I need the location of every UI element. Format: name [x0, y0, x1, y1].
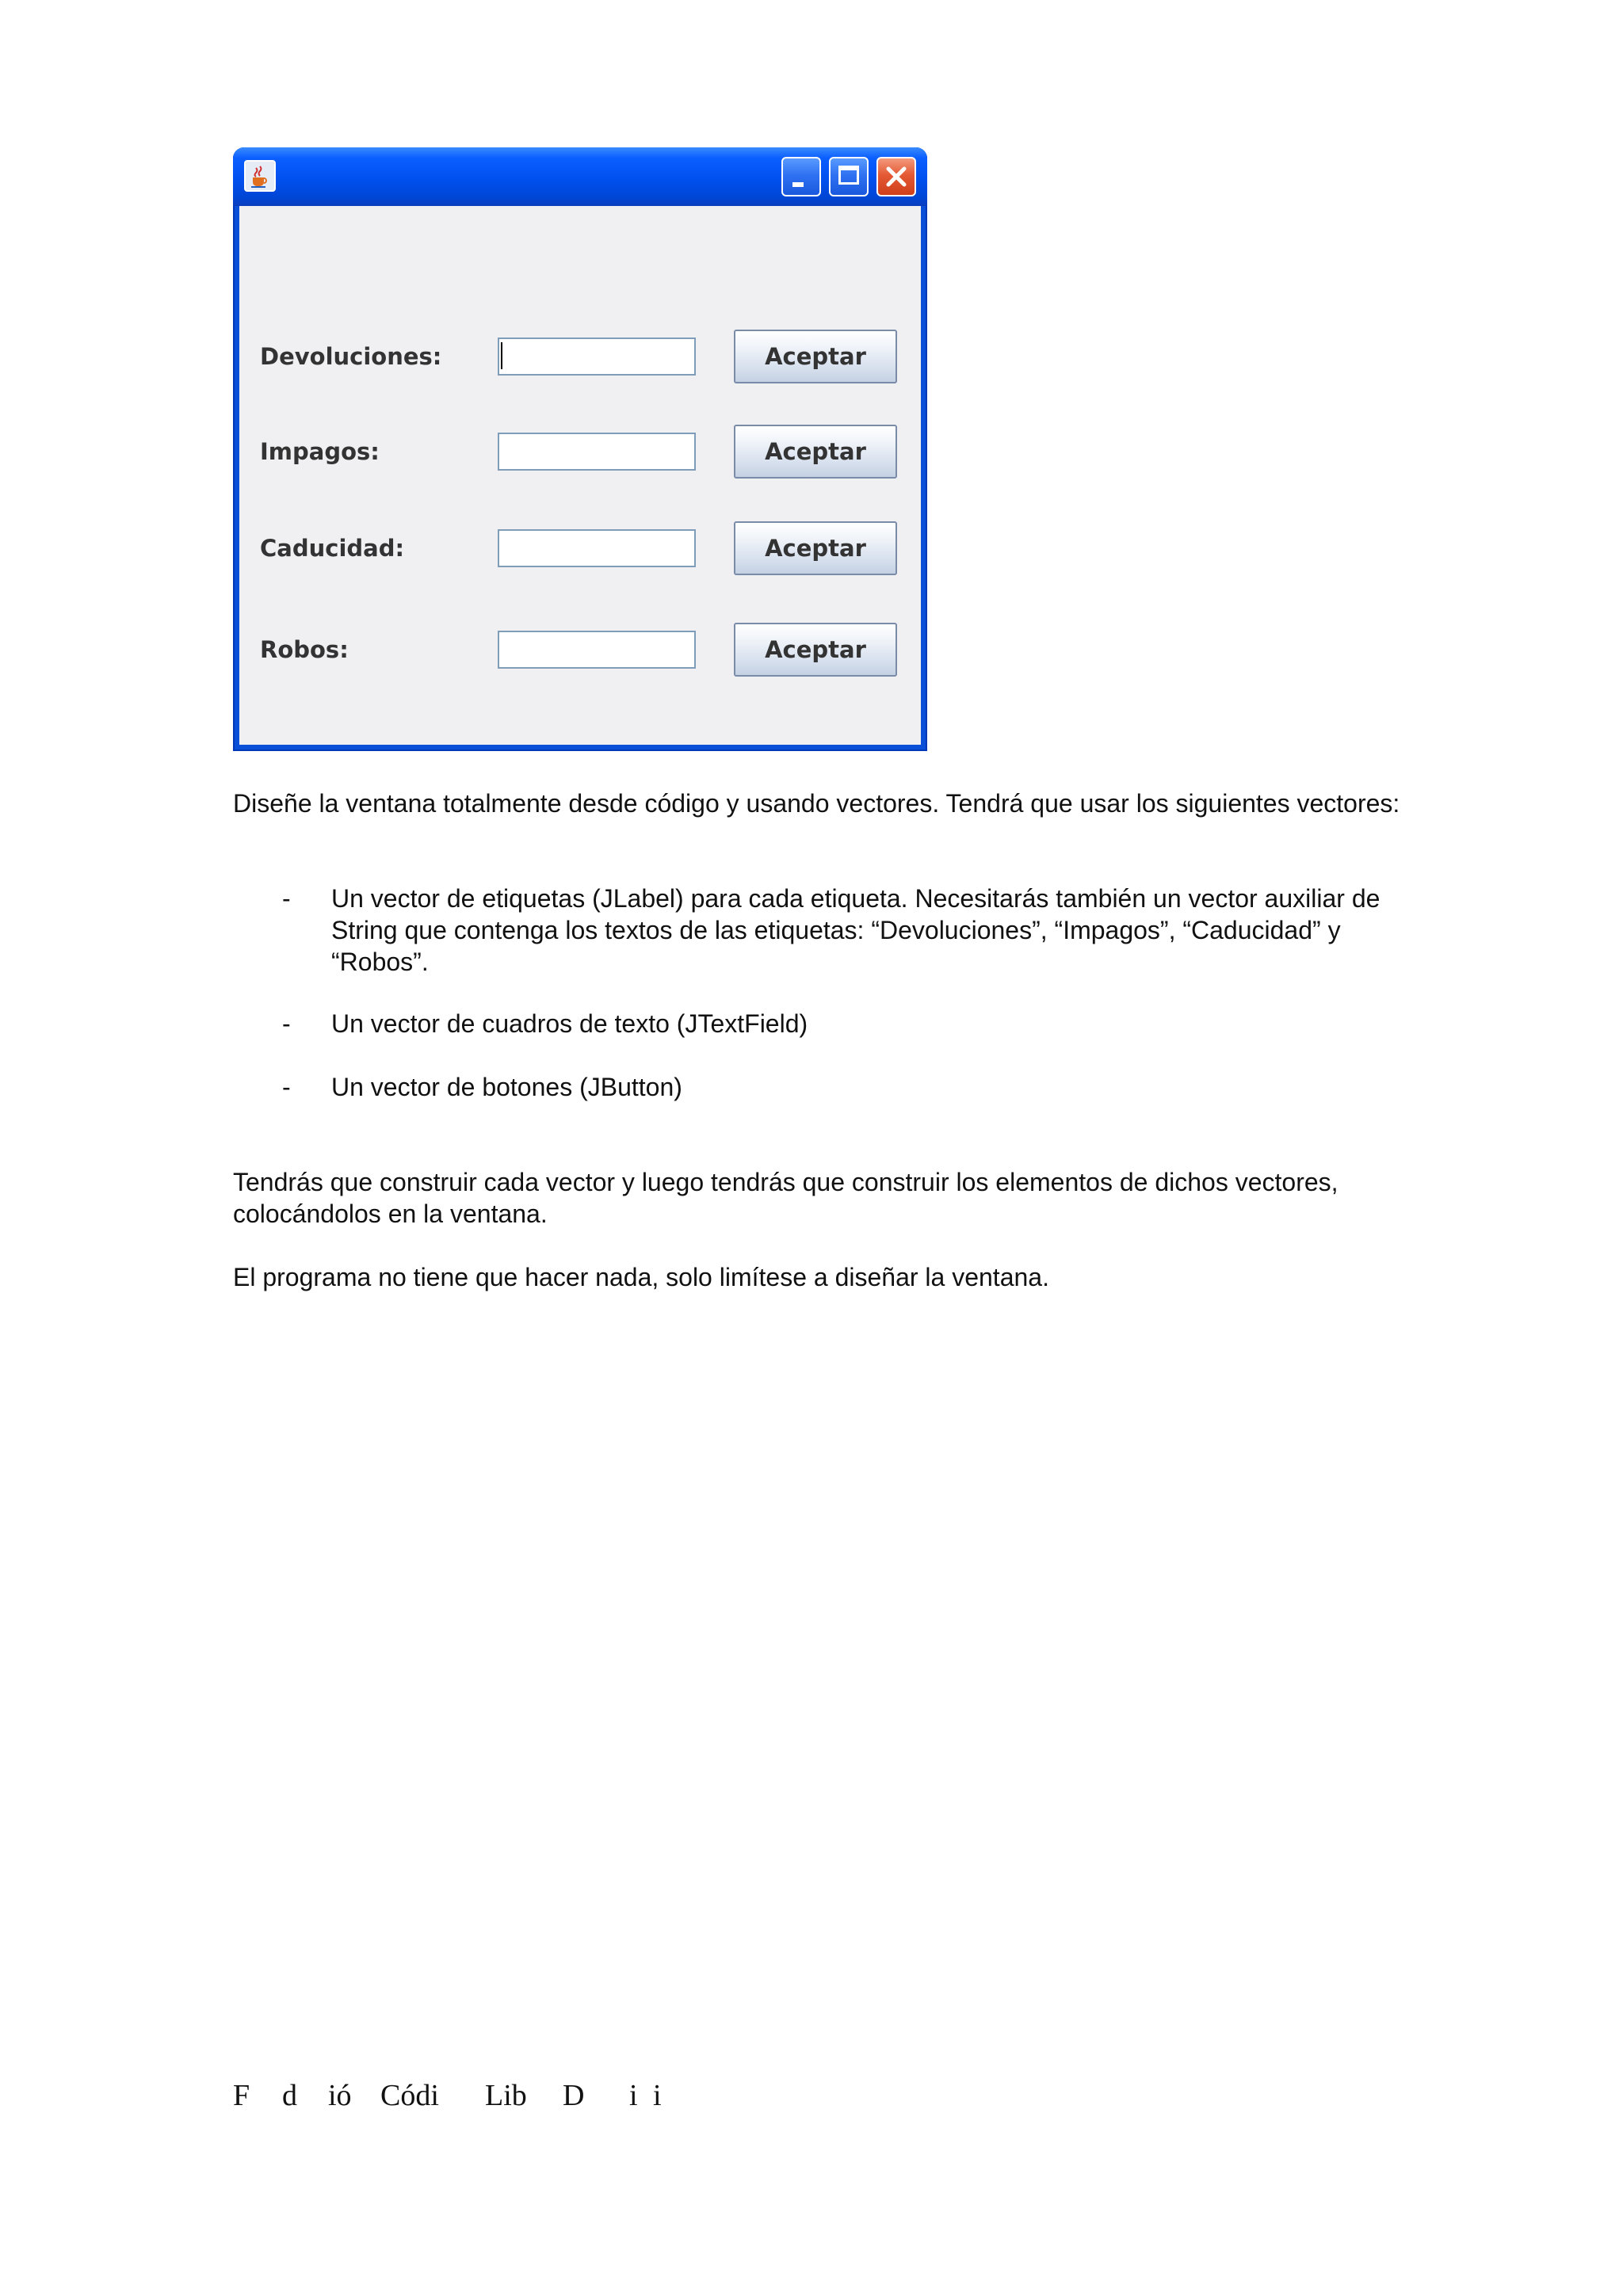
- aceptar-button-devoluciones[interactable]: Aceptar: [734, 330, 897, 383]
- bullet-item-textfields: Un vector de cuadros de texto (JTextField): [331, 1009, 808, 1038]
- aceptar-button-caducidad[interactable]: Aceptar: [734, 521, 897, 575]
- footer-fragment: ió: [328, 2079, 352, 2112]
- label-caducidad: Caducidad:: [260, 535, 405, 562]
- bullet-item-labels: Un vector de etiquetas (JLabel) para cada etiqueta. Necesitarás también un vector auxiliar de String que contenga los textos de las etiquetas: “Devoluciones”, “Impagos”, “Caducidad” y “Robos”.: [331, 884, 1381, 976]
- java-cup-icon[interactable]: [244, 160, 276, 192]
- java-window: [233, 147, 927, 751]
- footer-fragment: i: [629, 2079, 638, 2112]
- label-devoluciones: Devoluciones:: [260, 343, 442, 370]
- footer-fragment: i: [653, 2079, 662, 2112]
- impagos-input[interactable]: [498, 433, 696, 471]
- close-button[interactable]: [876, 157, 916, 196]
- footer-fragment: d: [282, 2079, 297, 2112]
- aceptar-button-impagos[interactable]: Aceptar: [734, 425, 897, 479]
- footer-fragment: Códi: [380, 2079, 439, 2112]
- label-robos: Robos:: [260, 636, 349, 663]
- aceptar-button-robos[interactable]: Aceptar: [734, 623, 897, 677]
- minimize-button[interactable]: [781, 157, 821, 196]
- close-icon: [878, 158, 915, 195]
- bullet-item-buttons: Un vector de botones (JButton): [331, 1073, 682, 1101]
- footer-fragment: Lib: [485, 2079, 527, 2112]
- label-impagos: Impagos:: [260, 438, 380, 465]
- maximize-button[interactable]: [829, 157, 869, 196]
- bullet-marker: -: [282, 1009, 291, 1038]
- footer-fragment: D: [563, 2079, 585, 2112]
- footer-fragment: F: [233, 2079, 250, 2112]
- intro-paragraph: Diseñe la ventana totalmente desde código y usando vectores. Tendrá que usar los siguientes vectores:: [233, 789, 1400, 818]
- window-titlebar[interactable]: [233, 147, 927, 206]
- window-content-pane: [239, 206, 921, 745]
- construction-paragraph: Tendrás que construir cada vector y luego tendrás que construir los elementos de dichos vectores, colocándolos en la ventana.: [233, 1168, 1338, 1228]
- bullet-marker: -: [282, 1073, 291, 1101]
- devoluciones-input[interactable]: [498, 338, 696, 376]
- maximize-icon: [838, 166, 859, 185]
- bullet-marker: -: [282, 884, 291, 913]
- caducidad-input[interactable]: [498, 529, 696, 567]
- closing-paragraph: El programa no tiene que hacer nada, solo limítese a diseñar la ventana.: [233, 1263, 1049, 1291]
- robos-input[interactable]: [498, 631, 696, 669]
- minimize-icon: [792, 182, 804, 187]
